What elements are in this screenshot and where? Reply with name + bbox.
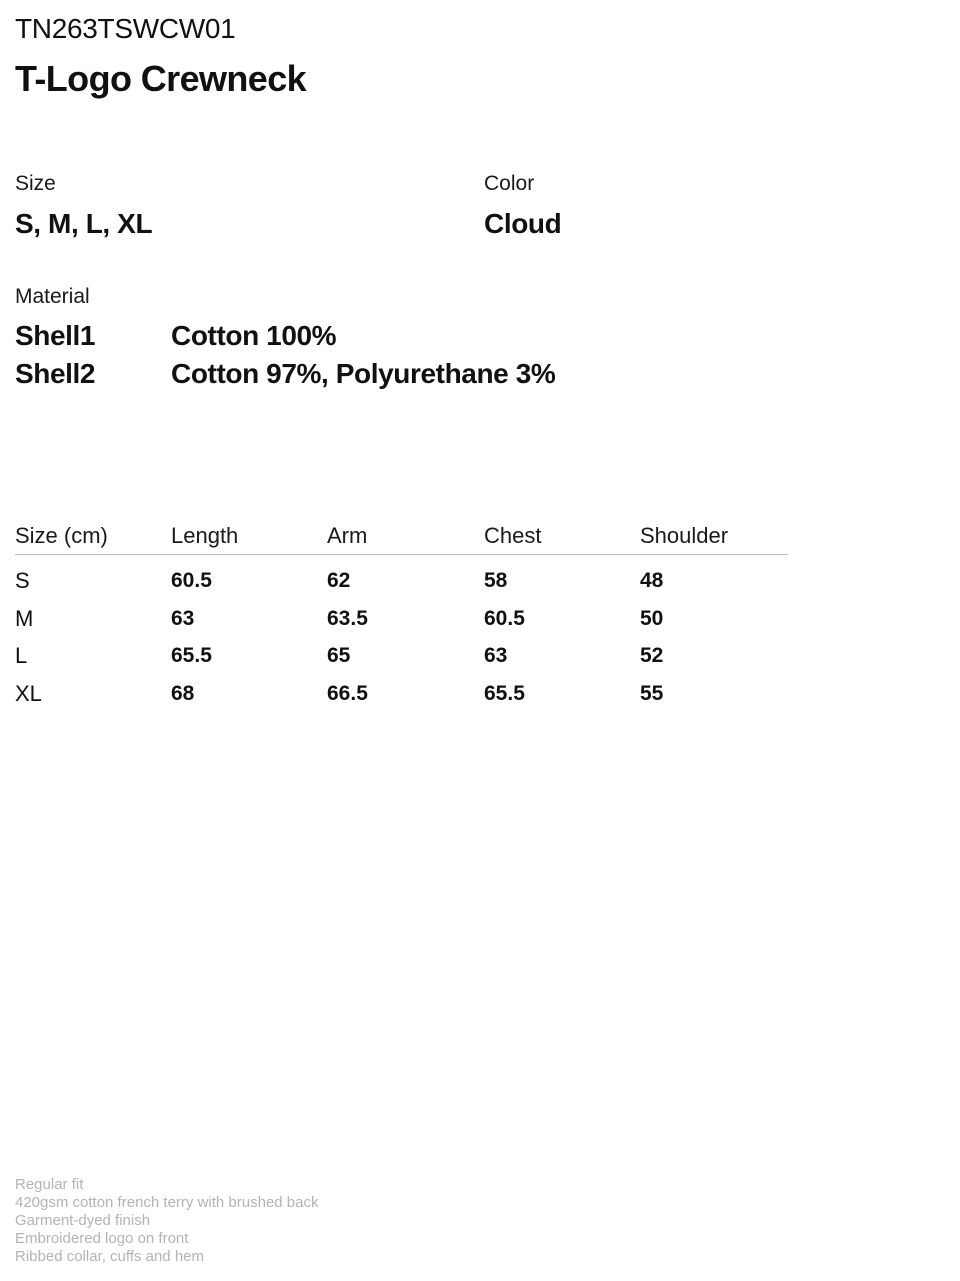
table-header — [15, 521, 788, 555]
cell-length: 65.5 — [171, 644, 212, 668]
cell-length: 68 — [171, 681, 195, 705]
cell-chest: 63 — [484, 644, 508, 668]
product-title: T-Logo Crewneck — [15, 58, 307, 99]
material-part: Shell1 — [15, 320, 96, 351]
size-label: Size — [15, 172, 56, 195]
cell-arm: 62 — [327, 569, 351, 592]
header-length: Length — [171, 523, 239, 548]
table-row — [15, 634, 788, 672]
note-line: 420gsm cotton french terry with brushed back — [15, 1194, 319, 1211]
cell-length: 63 — [171, 606, 195, 630]
material-composition: Cotton 100% — [171, 320, 337, 351]
cell-shoulder: 48 — [640, 569, 664, 592]
cell-shoulder: 50 — [640, 606, 664, 630]
cell-size: XL — [15, 680, 42, 706]
header-arm: Arm — [327, 523, 368, 548]
color-label: Color — [484, 172, 535, 195]
material-part: Shell2 — [15, 358, 96, 389]
table-row — [15, 672, 788, 710]
table-row — [15, 597, 788, 635]
cell-size: L — [15, 643, 28, 669]
product-notes — [15, 1176, 319, 1266]
note-line: Garment-dyed finish — [15, 1212, 151, 1229]
product-code: TN263TSWCW01 — [15, 13, 236, 44]
size-chart-table — [15, 521, 788, 709]
cell-size: S — [15, 568, 30, 593]
cell-chest: 60.5 — [484, 606, 525, 630]
cell-length: 60.5 — [171, 569, 212, 592]
cell-arm: 66.5 — [327, 681, 368, 705]
cell-chest: 65.5 — [484, 681, 525, 705]
note-line: Embroidered logo on front — [15, 1230, 189, 1247]
header-chest: Chest — [484, 523, 542, 548]
size-value: S, M, L, XL — [15, 208, 153, 239]
table-row — [15, 559, 788, 597]
material-composition: Cotton 97%, Polyurethane 3% — [171, 358, 556, 389]
cell-shoulder: 55 — [640, 681, 664, 705]
note-line: Ribbed collar, cuffs and hem — [15, 1248, 205, 1265]
color-value: Cloud — [484, 208, 562, 239]
material-label: Material — [15, 285, 90, 308]
cell-shoulder: 52 — [640, 644, 664, 668]
table-body — [15, 555, 788, 709]
cell-arm: 65 — [327, 644, 351, 668]
note-line: Regular fit — [15, 1176, 84, 1193]
material-row — [15, 358, 775, 394]
header-shoulder: Shoulder — [640, 523, 729, 548]
header-size: Size (cm) — [15, 523, 108, 548]
material-row — [15, 320, 775, 356]
cell-chest: 58 — [484, 569, 508, 592]
cell-size: M — [15, 605, 34, 631]
cell-arm: 63.5 — [327, 606, 368, 630]
